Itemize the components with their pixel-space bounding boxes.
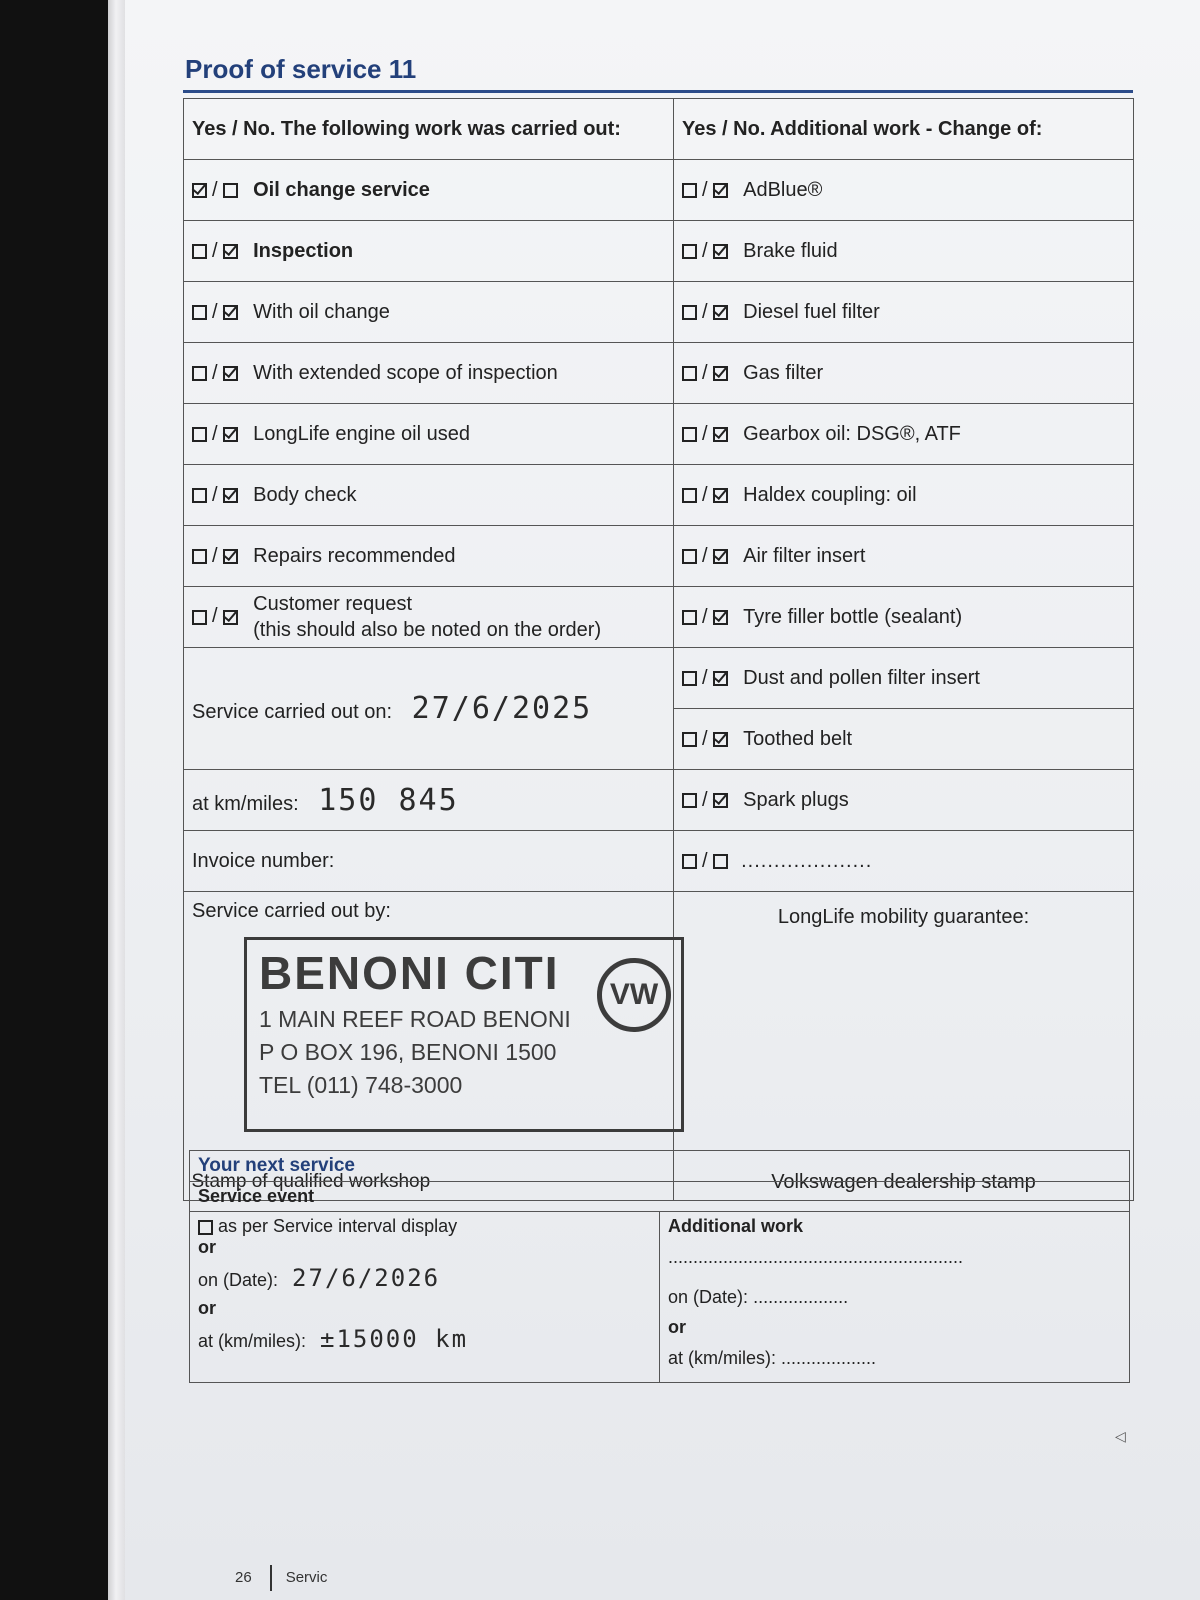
stamp-caption: Stamp of qualified workshop xyxy=(191,1170,431,1192)
right-item-label: AdBlue® xyxy=(743,178,823,201)
mileage-cell xyxy=(184,770,674,831)
no-checkbox[interactable] xyxy=(223,427,238,442)
no-checkbox[interactable] xyxy=(713,793,728,808)
no-checkbox[interactable] xyxy=(713,488,728,503)
workshop-stamp xyxy=(244,937,684,1132)
right-column-header: Yes / No. Additional work - Change of: xyxy=(674,99,1134,160)
yes-checkbox[interactable] xyxy=(682,183,697,198)
additional-km-label: at (km/miles): xyxy=(668,1348,776,1368)
left-item: / Repairs recommended xyxy=(184,526,674,587)
no-checkbox[interactable] xyxy=(713,854,728,869)
no-checkbox[interactable] xyxy=(713,549,728,564)
blank-item-line[interactable]: .................... xyxy=(741,849,873,872)
service-date-value[interactable]: 27/6/2025 xyxy=(411,691,593,726)
next-service-event-cell xyxy=(190,1212,660,1383)
right-item: / Tyre filler bottle (sealant) xyxy=(674,587,1134,648)
right-item-label: Air filter insert xyxy=(743,544,866,567)
service-table xyxy=(183,98,1134,1201)
right-item-label: Toothed belt xyxy=(743,727,853,750)
page-footer xyxy=(235,1565,327,1591)
no-checkbox[interactable] xyxy=(223,183,238,198)
no-checkbox[interactable] xyxy=(713,671,728,686)
yes-checkbox[interactable] xyxy=(682,793,697,808)
yes-checkbox[interactable] xyxy=(682,244,697,259)
right-item: / Gearbox oil: DSG®, ATF xyxy=(674,404,1134,465)
right-item-label: Dust and pollen filter insert xyxy=(743,666,980,689)
yes-checkbox[interactable] xyxy=(682,488,697,503)
next-service-heading: Your next service xyxy=(190,1151,1130,1182)
additional-date-line[interactable]: ................... xyxy=(753,1287,849,1307)
left-item: / Body check xyxy=(184,465,674,526)
yes-checkbox[interactable] xyxy=(192,549,207,564)
invoice-label: Invoice number: xyxy=(192,849,335,872)
right-item: / Gas filter xyxy=(674,343,1134,404)
service-by-label: Service carried out by: xyxy=(192,900,391,922)
left-item: / LongLife engine oil used xyxy=(184,404,674,465)
additional-km-line[interactable]: ................... xyxy=(781,1348,877,1368)
invoice-cell xyxy=(184,831,674,892)
no-checkbox[interactable] xyxy=(713,305,728,320)
left-item-label: Inspection xyxy=(253,239,354,262)
right-item: / Brake fluid xyxy=(674,221,1134,282)
or-label: or xyxy=(668,1317,686,1337)
footer-section: Servic xyxy=(285,1568,328,1586)
left-item: / Customer request (this should also be noted on the order) xyxy=(184,587,674,648)
yes-checkbox[interactable] xyxy=(682,366,697,381)
yes-checkbox[interactable] xyxy=(682,671,697,686)
left-item-label: With extended scope of inspection xyxy=(253,361,558,384)
left-item-label: LongLife engine oil used xyxy=(253,422,470,445)
yes-checkbox[interactable] xyxy=(192,610,207,625)
stamp-address: 1 MAIN REEF ROAD BENONI xyxy=(259,1006,571,1032)
right-item-label: Brake fluid xyxy=(743,239,838,262)
next-service-table xyxy=(189,1150,1130,1383)
stamp-pobox: P O BOX 196, BENONI 1500 xyxy=(259,1039,557,1065)
right-item-label: Gearbox oil: DSG®, ATF xyxy=(743,422,961,445)
right-item-label: Tyre filler bottle (sealant) xyxy=(743,605,963,628)
additional-work-line[interactable]: ........................................................... xyxy=(668,1247,964,1267)
left-item: / With extended scope of inspection xyxy=(184,343,674,404)
yes-checkbox[interactable] xyxy=(682,854,697,869)
corner-arrow-icon: ◁ xyxy=(1115,1428,1126,1444)
left-column-header: Yes / No. The following work was carried out: xyxy=(184,99,674,160)
no-checkbox[interactable] xyxy=(223,488,238,503)
no-checkbox[interactable] xyxy=(713,610,728,625)
booklet-page xyxy=(125,0,1200,1600)
next-km-value[interactable]: ±15000 km xyxy=(320,1325,469,1353)
right-item-label: Spark plugs xyxy=(743,788,849,811)
guarantee-label: LongLife mobility guarantee: xyxy=(777,906,1030,928)
right-item: / .................... xyxy=(674,831,1134,892)
mileage-label: at km/miles: xyxy=(192,792,299,815)
stamp-phone: TEL (011) 748-3000 xyxy=(259,1072,463,1098)
right-item: / Air filter insert xyxy=(674,526,1134,587)
no-checkbox[interactable] xyxy=(713,732,728,747)
no-checkbox[interactable] xyxy=(713,427,728,442)
yes-checkbox[interactable] xyxy=(192,427,207,442)
no-checkbox[interactable] xyxy=(713,183,728,198)
service-event-label: Service event xyxy=(190,1182,1130,1212)
left-item: / Oil change service xyxy=(184,160,674,221)
no-checkbox[interactable] xyxy=(223,366,238,381)
right-item: / AdBlue® xyxy=(674,160,1134,221)
yes-checkbox[interactable] xyxy=(682,732,697,747)
right-item: / Dust and pollen filter insert xyxy=(674,648,1134,709)
interval-checkbox[interactable] xyxy=(198,1220,213,1235)
no-checkbox[interactable] xyxy=(223,244,238,259)
yes-checkbox[interactable] xyxy=(682,549,697,564)
service-date-label: Service carried out on: xyxy=(192,701,393,723)
page-title: Proof of service 11 xyxy=(185,54,417,84)
next-km-label: at (km/miles): xyxy=(198,1331,306,1351)
right-item-label: Gas filter xyxy=(743,361,824,384)
left-item: / Inspection xyxy=(184,221,674,282)
or-label: or xyxy=(198,1298,216,1318)
additional-date-label: on (Date): xyxy=(668,1287,749,1307)
right-item: / Diesel fuel filter xyxy=(674,282,1134,343)
vw-logo-icon: VW xyxy=(597,958,671,1032)
left-item-label: Repairs recommended xyxy=(253,544,456,567)
left-item-sublabel: (this should also be noted on the order) xyxy=(253,619,602,641)
next-date-value[interactable]: 27/6/2026 xyxy=(292,1264,441,1292)
stamp-name: BENONI CITI xyxy=(259,947,560,999)
no-checkbox[interactable] xyxy=(713,366,728,381)
dealer-stamp-label: Volkswagen dealership stamp xyxy=(771,1171,1036,1193)
left-item: / With oil change xyxy=(184,282,674,343)
right-item-label: Haldex coupling: oil xyxy=(743,483,917,506)
or-label: or xyxy=(198,1237,216,1257)
no-checkbox[interactable] xyxy=(223,610,238,625)
right-item: / Spark plugs xyxy=(674,770,1134,831)
interval-label: as per Service interval display xyxy=(218,1216,458,1236)
additional-work-cell xyxy=(660,1212,1130,1383)
yes-checkbox[interactable] xyxy=(192,244,207,259)
next-date-label: on (Date): xyxy=(198,1270,279,1290)
no-checkbox[interactable] xyxy=(223,549,238,564)
additional-work-label: Additional work xyxy=(668,1216,803,1236)
yes-checkbox[interactable] xyxy=(192,183,207,198)
left-item-label: Oil change service xyxy=(253,178,430,201)
service-date-cell xyxy=(184,648,674,770)
right-item: / Toothed belt xyxy=(674,709,1134,770)
footer-divider xyxy=(270,1565,272,1591)
yes-checkbox[interactable] xyxy=(682,305,697,320)
right-item: / Haldex coupling: oil xyxy=(674,465,1134,526)
left-item-label: Customer request xyxy=(253,593,413,615)
left-item-label: Body check xyxy=(253,483,357,506)
left-item-label: With oil change xyxy=(253,300,390,323)
no-checkbox[interactable] xyxy=(713,244,728,259)
right-item-label: Diesel fuel filter xyxy=(743,300,880,323)
yes-checkbox[interactable] xyxy=(192,305,207,320)
title-rule xyxy=(183,90,1133,93)
yes-checkbox[interactable] xyxy=(682,610,697,625)
page-number: 26 xyxy=(235,1568,252,1586)
yes-checkbox[interactable] xyxy=(192,488,207,503)
yes-checkbox[interactable] xyxy=(192,366,207,381)
no-checkbox[interactable] xyxy=(223,305,238,320)
mileage-value[interactable]: 150 845 xyxy=(318,782,459,818)
yes-checkbox[interactable] xyxy=(682,427,697,442)
